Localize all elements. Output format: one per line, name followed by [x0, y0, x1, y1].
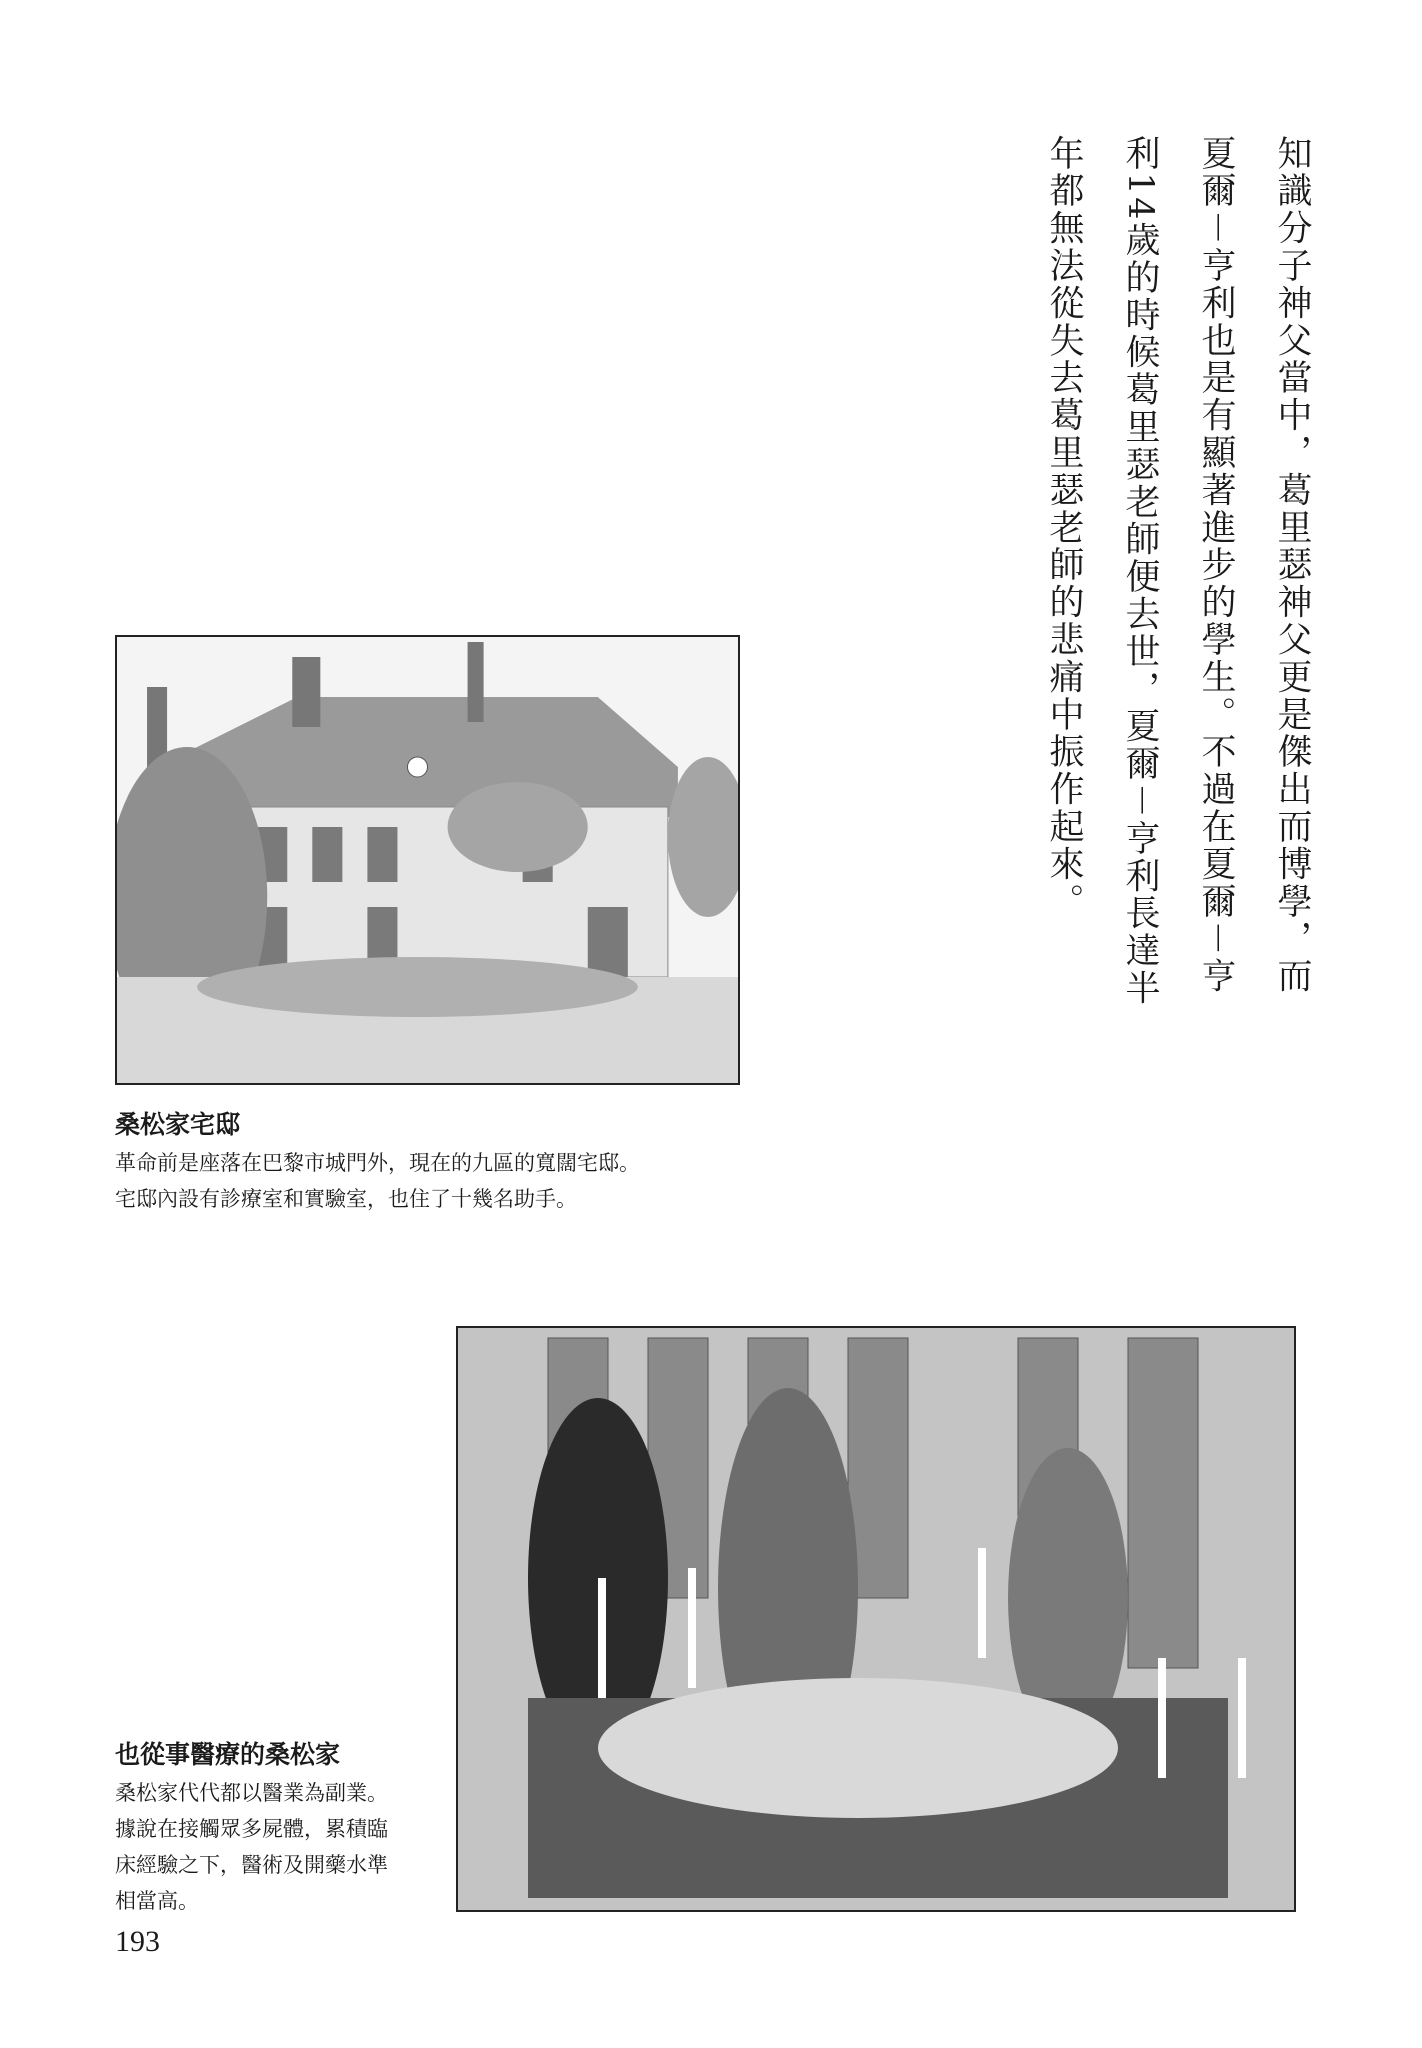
caption-line: 革命前是座落在巴黎市城門外，現在的九區的寬闊宅邸。 — [115, 1151, 640, 1175]
body-text-column: 年都無法從失去葛里瑟老師的悲痛中振作起來。 — [1044, 135, 1084, 921]
body-text-column: 利14歲的時候葛里瑟老師便去世，夏爾－亨利長達半 — [1120, 135, 1160, 1008]
figure-title: 桑松家宅邸 — [115, 1110, 241, 1139]
caption-line: 床經驗之下，醫術及開藥水準 — [115, 1853, 388, 1877]
figure-title: 也從事醫療的桑松家 — [115, 1740, 341, 1769]
mansion-illustration — [115, 635, 740, 1085]
caption-line: 宅邸內設有診療室和實驗室，也住了十幾名助手。 — [115, 1187, 577, 1211]
page-number: 193 — [115, 1925, 160, 1958]
caption-line: 相當高。 — [115, 1889, 199, 1913]
body-text-column: 夏爾－亨利也是有顯著進步的學生。不過在夏爾－亨 — [1196, 135, 1236, 996]
body-text-column: 知識分子神父當中，葛里瑟神父更是傑出而博學，而 — [1272, 135, 1312, 996]
caption-line: 桑松家代代都以醫業為副業。 — [115, 1781, 388, 1805]
body-text-vertical — [1026, 135, 1330, 1035]
caption-line: 據說在接觸眾多屍體，累積臨 — [115, 1817, 388, 1841]
medical-scene-illustration — [456, 1326, 1296, 1912]
figure-caption — [115, 1775, 388, 1919]
figure-caption — [115, 1145, 640, 1217]
